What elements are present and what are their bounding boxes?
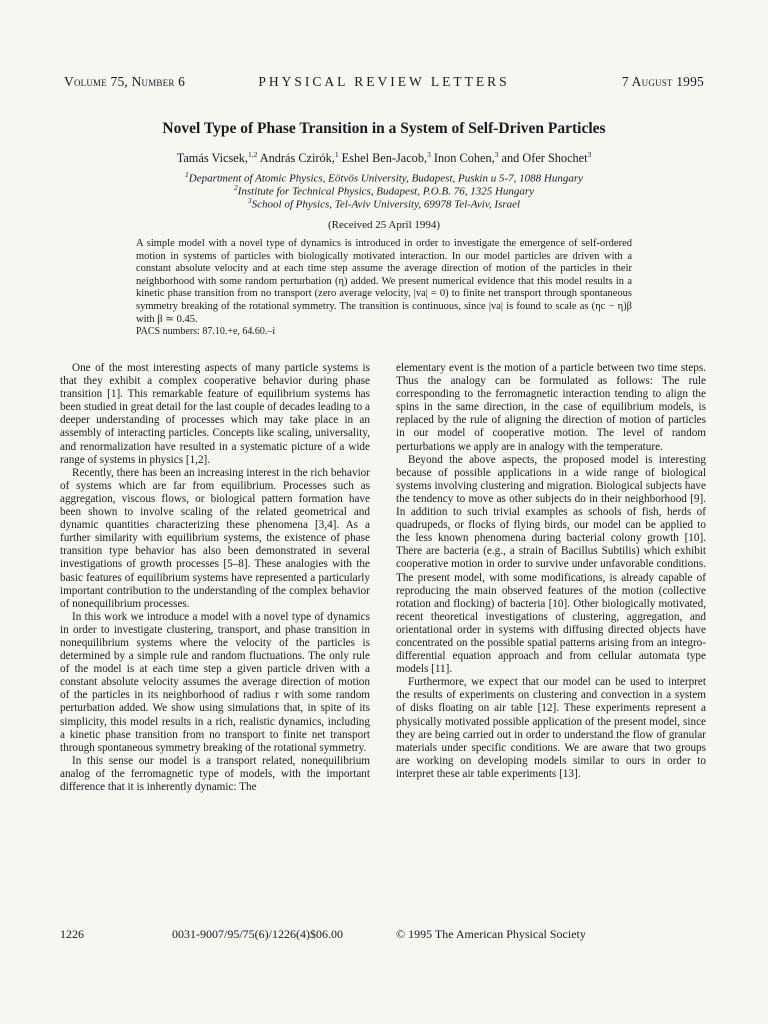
received-date: (Received 25 April 1994) xyxy=(327,219,441,231)
volume-number: Volume 75, Number 6 xyxy=(64,74,186,89)
body-paragraph: elementary event is the motion of a particle between two time steps. Thus the analogy can be formulated as follows: The rule corresponding to the ferromagnetic interaction tending to align the spins in the same direction, in the case of equilibrium models, is replaced by the rule of aligning the direction of motion of particles in our model of cooperative motion. The level of random perturbations we apply are in analogy with the temperature. xyxy=(396,362,706,453)
author: Inon Cohen, xyxy=(430,151,495,166)
journal-name: PHYSICAL REVIEW LETTERS xyxy=(258,74,510,89)
paper-title: Novel Type of Phase Transition in a System of Self-Driven Particles xyxy=(162,120,606,137)
author: Eshel Ben-Jacob, xyxy=(338,151,428,166)
body-paragraph: Furthermore, we expect that our model can be used to interpret the results of experiments on clustering and convection in a system of disks floating on air table [12]. These experiments represent a physically motivated possible application of the present model, since they are being carried out in order to understand the flow of granular materials under specific conditions. We are aware that two groups are working on developing models similar to ours in order to interpret these air table experiments [13]. xyxy=(396,676,706,780)
affiliation-number: 1 xyxy=(185,170,189,179)
affiliation-text: Department of Atomic Physics, Eötvös University, Budapest, Puskin u 5-7, 1088 Hungary xyxy=(188,172,583,185)
body-paragraph: Beyond the above aspects, the proposed model is interesting because of possible applications in a wide range of biological systems involving clustering and migration. Biological subjects have the tendency to move as other subjects do in their neighborhood [9]. In addition to such trivial examples as schools of fish, herds of quadrupeds, or flocks of flying birds, our model can be applied to the less known phenomena during bacterial colony growth [10]. There are bacteria (e.g., a strain of Bacillus Subtilis) which exhibit cooperative motion in order to survive under unfavorable conditions. The present model, with some modifications, is already capable of reproducing the main observed features of the motion (collective rotation and flocking) of bacteria [10]. Other biologically motivated, recent theoretical investigations of clustering, aggregation, and orientational order in systems with diffusing directed objects have concentrated on the possible spatial patterns arising from an integro-differential equation approach and from cellular automata type models [11]. xyxy=(396,453,706,676)
author-affil-ref: 1 xyxy=(334,150,339,159)
body-paragraph: Recently, there has been an increasing interest in the rich behavior of systems which are far from equilibrium. Processes such as aggregation, viscous flows, or biological pattern formation have been shown to involve scaling of the related geometrical and dynamic quantities characterizing these phenomena [3,4]. As a further similarity with equilibrium systems, the existence of phase transition type behavior has also been demonstrated in several investigations of growth processes [5–8]. These analogies with the basic features of equilibrium systems have represented a particularly important contribution to the understanding of the complex behavior of nonequilibrium processes. xyxy=(60,466,370,610)
author-affil-ref: 3 xyxy=(494,150,499,159)
affiliation-number: 2 xyxy=(233,183,238,192)
affiliation-text: Institute for Technical Physics, Budapest, P.O.B. 76, 1325 Hungary xyxy=(237,185,535,198)
affiliation xyxy=(60,194,708,212)
author: Tamás Vicsek, xyxy=(176,151,248,166)
author: András Czirók, xyxy=(257,151,335,166)
running-header xyxy=(64,74,704,90)
left-column xyxy=(60,362,370,794)
affiliation-text: School of Physics, Tel-Aviv University, 69978 Tel-Aviv, Israel xyxy=(251,198,521,211)
author: and Ofer Shochet xyxy=(498,151,588,166)
author-affil-ref: 1,2 xyxy=(247,150,258,159)
body-paragraph: One of the most interesting aspects of many particle systems is that they exhibit a complex cooperative behavior during phase transition [1]. This remarkable feature of equilibrium systems has been studied in great detail for the last couple of decades leading to a deeper understanding of processes which may take place in an assembly of interacting particles. Concepts like scaling, universality, and renormalization have resulted in a systematic picture of a wide range of systems in physics [1,2]. xyxy=(60,362,370,466)
abstract: A simple model with a novel type of dynamics is introduced in order to investigate the emergence of self-ordered motion in systems of particles with biologically motivated interaction. In our model particles are driven with a constant absolute velocity and at each time step assume the average direction of motion of the particles in their neighborhood with some random perturbation (η) added. We present numerical evidence that this model results in a kinetic phase transition from no transport (zero average velocity, |va| = 0) to finite net transport through spontaneous symmetry breaking of the rotational symmetry. The transition is continuous, since |va| is found to scale as (ηc − η)β with β ≃ 0.45. xyxy=(136,238,632,325)
article-code: 0031-9007/95/75(6)/1226(4)$06.00 xyxy=(172,927,343,941)
page-footer xyxy=(60,927,710,943)
body-paragraph: In this work we introduce a model with a novel type of dynamics in order to investigate clustering, transport, and phase transition in nonequilibrium systems where the velocity of the particles is determined by a simple rule and random fluctuations. The only rule of the model is at each time step a given particle driven with a constant absolute velocity assumes the average direction of motion of the particles in its neighborhood of radius r with some random perturbation added. We show using simulations that, in spite of its simplicity, this model results in a rich, realistic dynamics, including a kinetic phase transition from no transport to finite net transport through spontaneous symmetry breaking of the rotational symmetry. xyxy=(60,610,370,754)
right-column xyxy=(396,362,706,781)
body-paragraph: In this sense our model is a transport related, nonequilibrium analog of the ferromagnetic type of models, with the important difference that it is inherently dynamic: The xyxy=(60,754,370,793)
copyright: © 1995 The American Physical Society xyxy=(396,927,586,941)
author-affil-ref: 3 xyxy=(427,150,431,159)
affiliation-number: 3 xyxy=(247,196,252,205)
author-list xyxy=(60,150,708,166)
issue-date: 7 August 1995 xyxy=(621,74,704,89)
page-number: 1226 xyxy=(60,927,84,941)
pacs-numbers: PACS numbers: 87.10.+e, 64.60.–i xyxy=(136,326,276,337)
author-affil-ref: 3 xyxy=(587,150,592,159)
